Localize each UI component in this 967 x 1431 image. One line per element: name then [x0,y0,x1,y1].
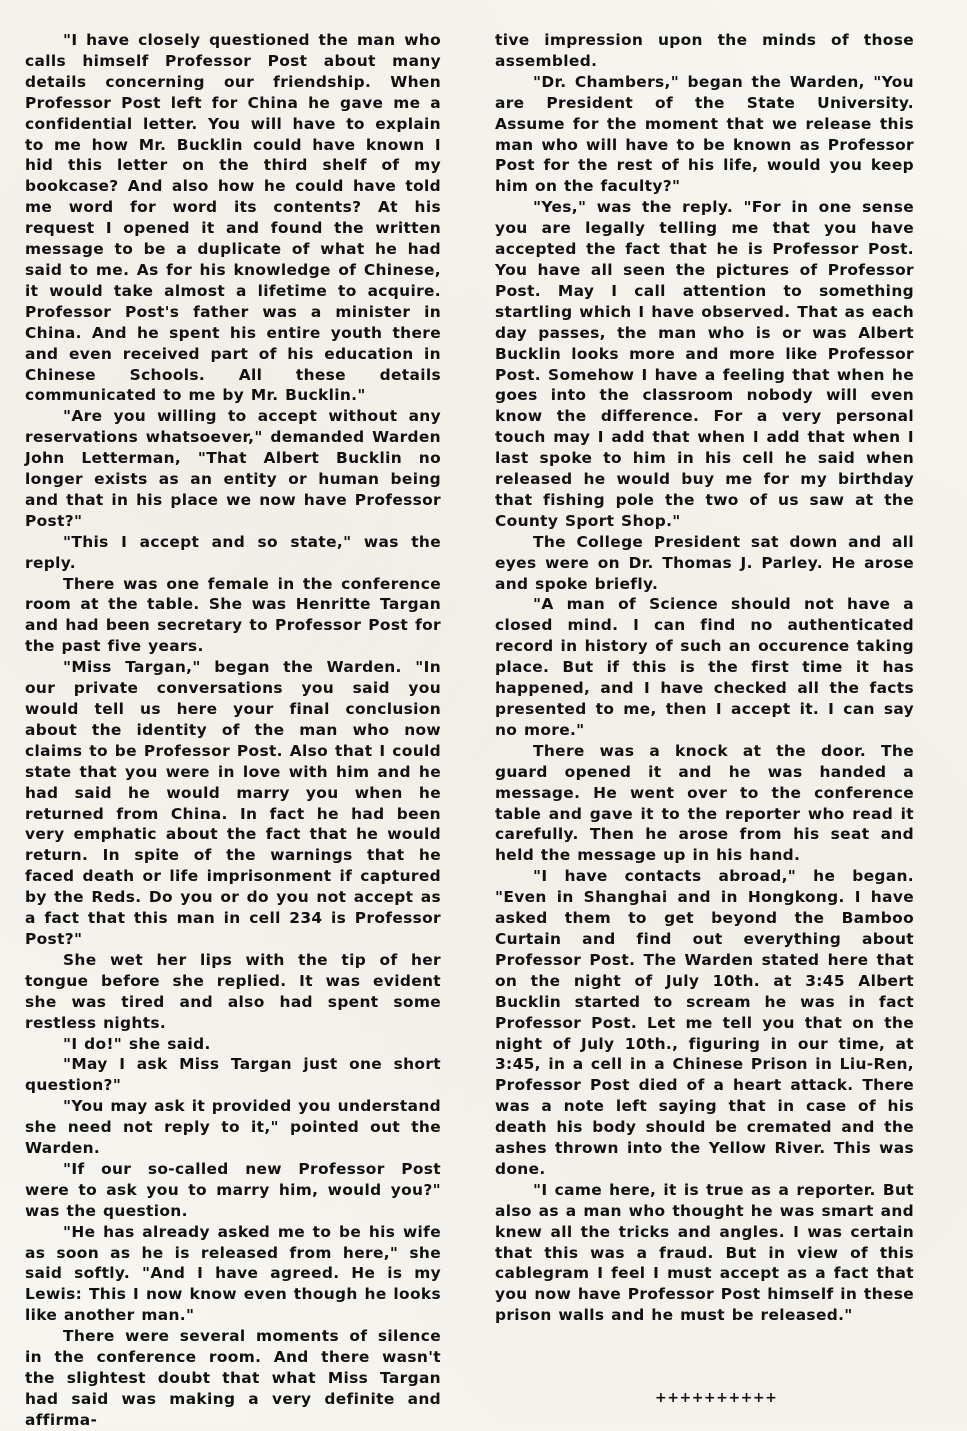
paragraph: "I came here, it is true as a reporter. But also as a man who thought he was smart and knew all the tricks and angles. I was certain that this was a fraud. But in view of this cablegram I feel I must accept as a fact that you now have Professor Post himself in these prison walls and he must be released." [495,1180,914,1325]
paragraph: "Are you willing to accept without any reservations whatsoever," demanded Warden John Letterman, "That Albert Bucklin no longer exists as an entity or human being and that in his place we now have Professor Post?" [25,407,441,530]
left-column [25,30,441,1431]
paragraph: "Miss Targan," began the Warden. "In our private conversations you said you would tell us here your final conclusion about the identity of the man who now claims to be Professor Post. Also that I could state that you were in love with him and he had said he would marry you when he returned from China. In fact he had been very emphatic about the fact that he would return. In spite of the warnings that he faced death or life imprisonment if captured by the Reds. Do you or do you not accept as a fact that this man in cell 234 is Professor Post?" [25,658,441,948]
right-column [495,30,914,1326]
paragraph: "You may ask it provided you understand she need not reply to it," pointed out the Warden. [25,1097,441,1158]
paragraph: There was a knock at the door. The guard opened it and he was handed a message. He went over to the conference table and gave it to the reporter who read it carefully. Then he arose from his seat and held the message up in his hand. [495,741,914,865]
paragraph: There were several moments of silence in the conference room. And there wasn't the slightest doubt that what Miss Targan had said was making a very definite and affirma- [25,1327,441,1429]
paragraph: "I have closely questioned the man who calls himself Professor Post about many details concerning our friendship. When Professor Post left for China he gave me a confidential letter. You will have to explain to me how Mr. Bucklin could have known I hid this letter on the third shelf of my bookcase? And also how he could have told me word for word its contents? At his request I opened it and found the written message to be a duplicate of what he had said to me. As for his knowledge of Chinese, it would take almost a lifetime to acquire. Professor Post's father was a minister in China. And he spent his entire youth there and even received part of his education in Chinese Schools. All these details communicated to me by Mr. Bucklin." [25,31,441,405]
paragraph: The College President sat down and all eyes were on Dr. Thomas J. Parley. He arose and spoke briefly. [495,532,914,593]
paragraph: "This I accept and so state," was the reply. [25,532,441,572]
paragraph: "Dr. Chambers," began the Warden, "You are President of the State University. Assume for the moment that we release this man who will have to be known as Professor Post for the rest of his life, would you keep him on the faculty?" [495,72,914,196]
paragraph-continuation: tive impression upon the minds of those assembled. [495,31,914,70]
paragraph: She wet her lips with the tip of her tongue before she replied. It was evident she was tired and also had spent some restless nights. [25,950,441,1032]
paragraph: There was one female in the conference room at the table. She was Henritte Targan and had been secretary to Professor Post for the past five years. [25,574,441,656]
paragraph: "Yes," was the reply. "For in one sense you are legally telling me that you have accepted the fact that he is Professor Post. You have all seen the pictures of Professor Post. May I call attention to something startling which I have observed. That as each day passes, the man who is or was Albert Bucklin looks more and more like Professor Post. Somehow I have a feeling that when he goes into the classroom nobody will even know the difference. For a very personal touch may I add that when I add that when I last spoke to him in his cell he said when released he would buy me for my birthday that fishing pole the two of us saw at the County Sport Shop." [495,198,914,530]
paragraph: "May I ask Miss Targan just one short question?" [25,1055,441,1095]
end-mark: ++++++++++ [655,1390,778,1406]
paragraph: "A man of Science should not have a closed mind. I can find no authenticated record in history of such an occurence taking place. But if this is the first time it has happened, and I have checked all the facts presented to me, then I accept it. I can say no more." [495,595,914,739]
paragraph: "If our so-called new Professor Post were to ask you to marry him, would you?" was the question. [25,1159,441,1220]
paragraph: "He has already asked me to be his wife as soon as he is released from here," she said softly. "And I have agreed. He is my Lewis: This I now know even though he looks like another man." [25,1222,441,1325]
paragraph: "I do!" she said. [63,1034,211,1053]
paragraph: "I have contacts abroad," he began. "Even in Shanghai and in Hongkong. I have asked them to get beyond the Bamboo Curtain and find out everything about Professor Post. The Warden stated here that on the night of July 10th. at 3:45 Albert Bucklin started to scream he was in fact Professor Post. Let me tell you that on the night of July 10th., figuring in our time, at 3:45, in a cell in a Chinese Prison in Liu-Ren, Professor Post died of a heart attack. There was a note left saying that in case of his death his body should be cremated and the ashes thrown into the Yellow River. This was done. [495,867,914,1178]
